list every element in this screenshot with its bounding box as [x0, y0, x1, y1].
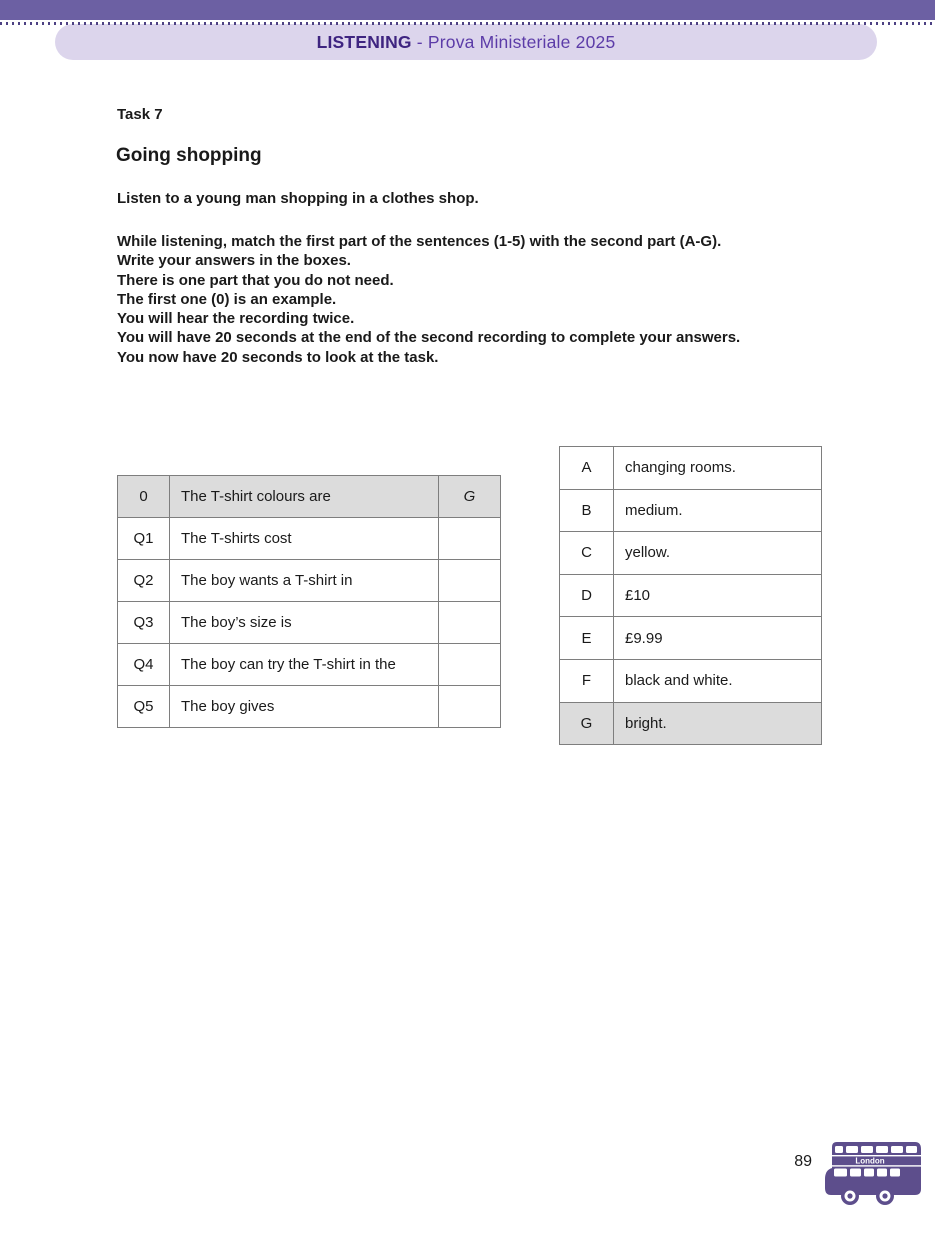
option-text: £10 — [614, 574, 822, 617]
task-label: Task 7 — [117, 106, 163, 123]
answer-box[interactable] — [439, 602, 501, 644]
option-row — [560, 702, 822, 745]
option-letter: A — [560, 447, 614, 490]
answer-box[interactable] — [439, 644, 501, 686]
option-text: £9.99 — [614, 617, 822, 660]
question-text: The T-shirts cost — [170, 518, 439, 560]
option-row — [560, 659, 822, 702]
option-text: yellow. — [614, 532, 822, 575]
london-bus-icon — [824, 1142, 924, 1208]
answer-box[interactable]: G — [439, 476, 501, 518]
task-title: Going shopping — [116, 145, 262, 166]
bus-label: London — [855, 1156, 885, 1166]
bus-window — [861, 1146, 873, 1153]
question-row — [118, 686, 501, 728]
question-text: The T-shirt colours are — [170, 476, 439, 518]
bus-window — [876, 1146, 888, 1153]
dotted-divider — [0, 22, 935, 25]
question-number: Q3 — [118, 602, 170, 644]
question-text: The boy can try the T-shirt in the — [170, 644, 439, 686]
answer-box[interactable] — [439, 686, 501, 728]
question-number: Q4 — [118, 644, 170, 686]
option-text: bright. — [614, 702, 822, 745]
option-row — [560, 489, 822, 532]
option-letter: G — [560, 702, 614, 745]
question-text: The boy wants a T-shirt in — [170, 560, 439, 602]
option-letter: C — [560, 532, 614, 575]
question-text: The boy gives — [170, 686, 439, 728]
question-row — [118, 644, 501, 686]
question-row — [118, 476, 501, 518]
question-number: Q1 — [118, 518, 170, 560]
section-title: LISTENING — [316, 32, 412, 52]
instruction-line: While listening, match the first part of the sentences (1-5) with the second part (A-G). — [117, 233, 722, 250]
option-letter: E — [560, 617, 614, 660]
page-number: 89 — [794, 1153, 812, 1170]
bus-window — [864, 1169, 874, 1177]
bus-band-line — [832, 1165, 921, 1166]
question-row — [118, 602, 501, 644]
question-text: The boy’s size is — [170, 602, 439, 644]
bus-window — [891, 1146, 903, 1153]
option-letter: F — [560, 659, 614, 702]
instruction-line: There is one part that you do not need. — [117, 271, 394, 289]
option-row — [560, 532, 822, 575]
answer-box[interactable] — [439, 560, 501, 602]
top-bar — [0, 0, 935, 20]
question-number: Q5 — [118, 686, 170, 728]
answer-box[interactable] — [439, 518, 501, 560]
question-number: 0 — [118, 476, 170, 518]
bus-window — [906, 1146, 917, 1153]
option-text: medium. — [614, 489, 822, 532]
bus-window — [846, 1146, 858, 1153]
options-table — [559, 446, 822, 745]
instruction-line: The first one (0) is an example. — [117, 290, 337, 308]
bus-window — [850, 1169, 861, 1177]
question-row — [118, 560, 501, 602]
option-row — [560, 617, 822, 660]
bus-window — [890, 1169, 900, 1177]
option-text: black and white. — [614, 659, 822, 702]
option-letter: D — [560, 574, 614, 617]
option-text: changing rooms. — [614, 447, 822, 490]
bus-window — [834, 1169, 847, 1177]
option-letter: B — [560, 489, 614, 532]
option-row — [560, 574, 822, 617]
question-row — [118, 518, 501, 560]
instructions-block — [117, 232, 877, 367]
questions-table — [117, 475, 501, 728]
task-intro: Listen to a young man shopping in a clothes shop. — [117, 190, 479, 207]
instruction-line: You now have 20 seconds to look at the task. — [117, 348, 439, 366]
instruction-line: You will have 20 seconds at the end of the second recording to complete your answers. — [117, 329, 741, 347]
instruction-line: You will hear the recording twice. — [117, 310, 355, 328]
instruction-line: Write your answers in the boxes. — [117, 252, 351, 270]
section-subtitle: - Prova Ministeriale 2025 — [411, 32, 616, 52]
option-row — [560, 447, 822, 490]
question-number: Q2 — [118, 560, 170, 602]
section-banner — [55, 24, 877, 60]
bus-window — [877, 1169, 887, 1177]
bus-window — [835, 1146, 843, 1153]
